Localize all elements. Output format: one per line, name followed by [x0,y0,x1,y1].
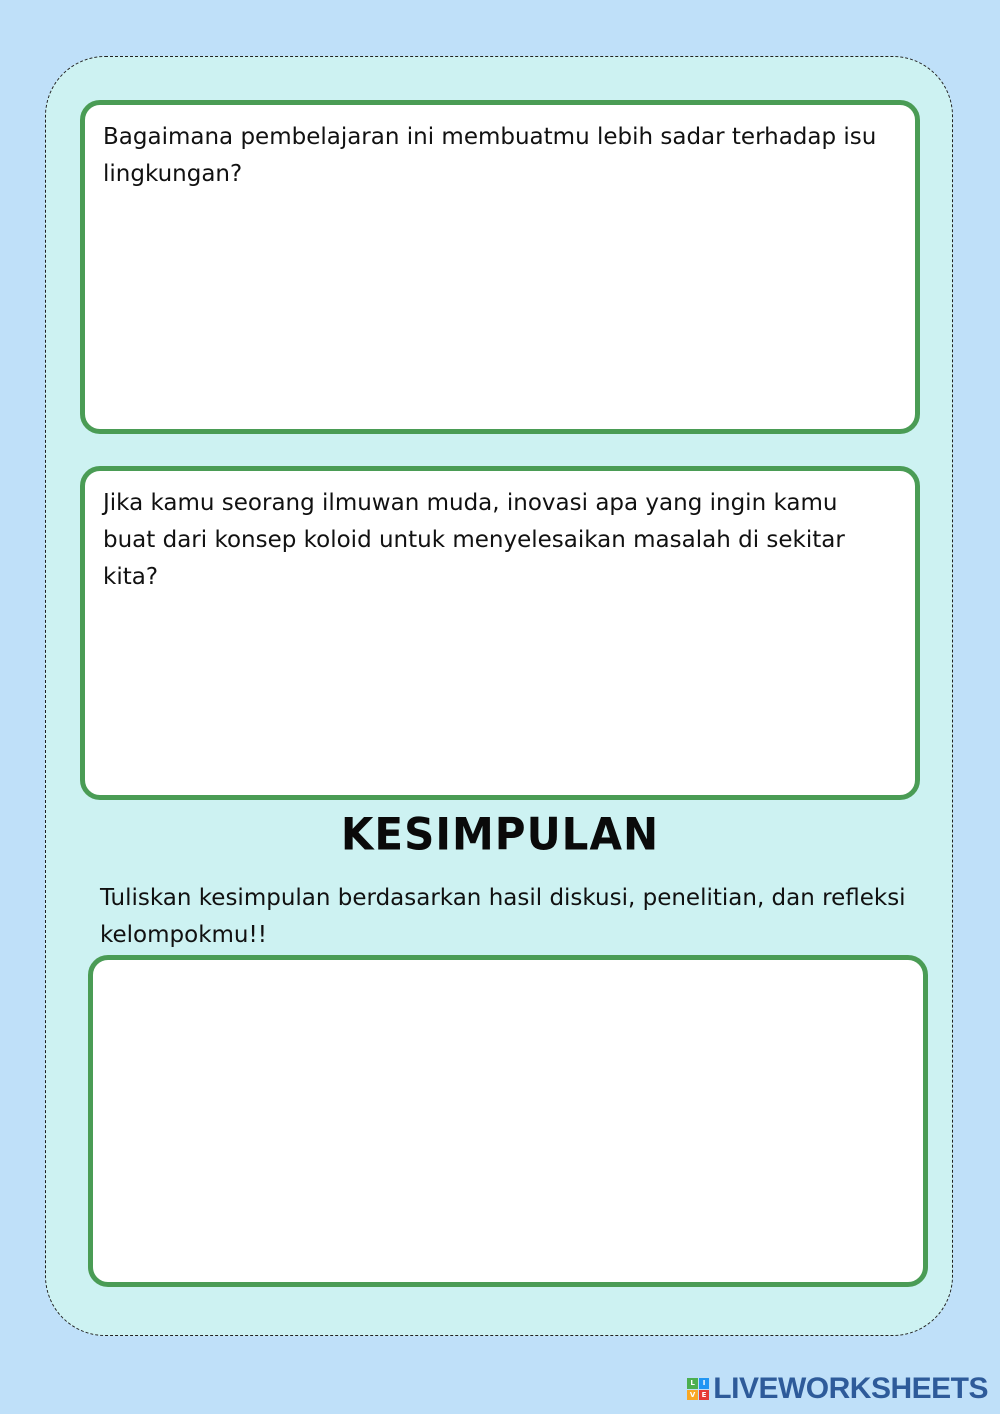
liveworksheets-brand[interactable] [687,1372,988,1406]
conclusion-answer-box[interactable] [88,955,928,1287]
question-box-2[interactable] [80,466,920,800]
conclusion-instruction: Tuliskan kesimpulan berdasarkan hasil diskusi, penelitian, dan refleksi kelompokmu!! [100,885,906,948]
question-box-1[interactable] [80,100,920,434]
logo-letter-i: I [699,1378,710,1389]
conclusion-title: KESIMPULAN [340,808,660,861]
logo-letter-l: L [687,1378,698,1389]
brand-name: LIVEWORKSHEETS [713,1372,988,1405]
logo-letter-e: E [699,1390,710,1401]
question-text-1: Bagaimana pembelajaran ini membuatmu lebih sadar terhadap isu lingkungan? [103,124,877,187]
question-text-2: Jika kamu seorang ilmuwan muda, inovasi apa yang ingin kamu buat dari konsep koloid untuk menyelesaikan masalah di sekitar kita? [103,490,845,590]
liveworksheets-logo-icon [687,1378,709,1400]
logo-letter-v: V [687,1390,698,1401]
